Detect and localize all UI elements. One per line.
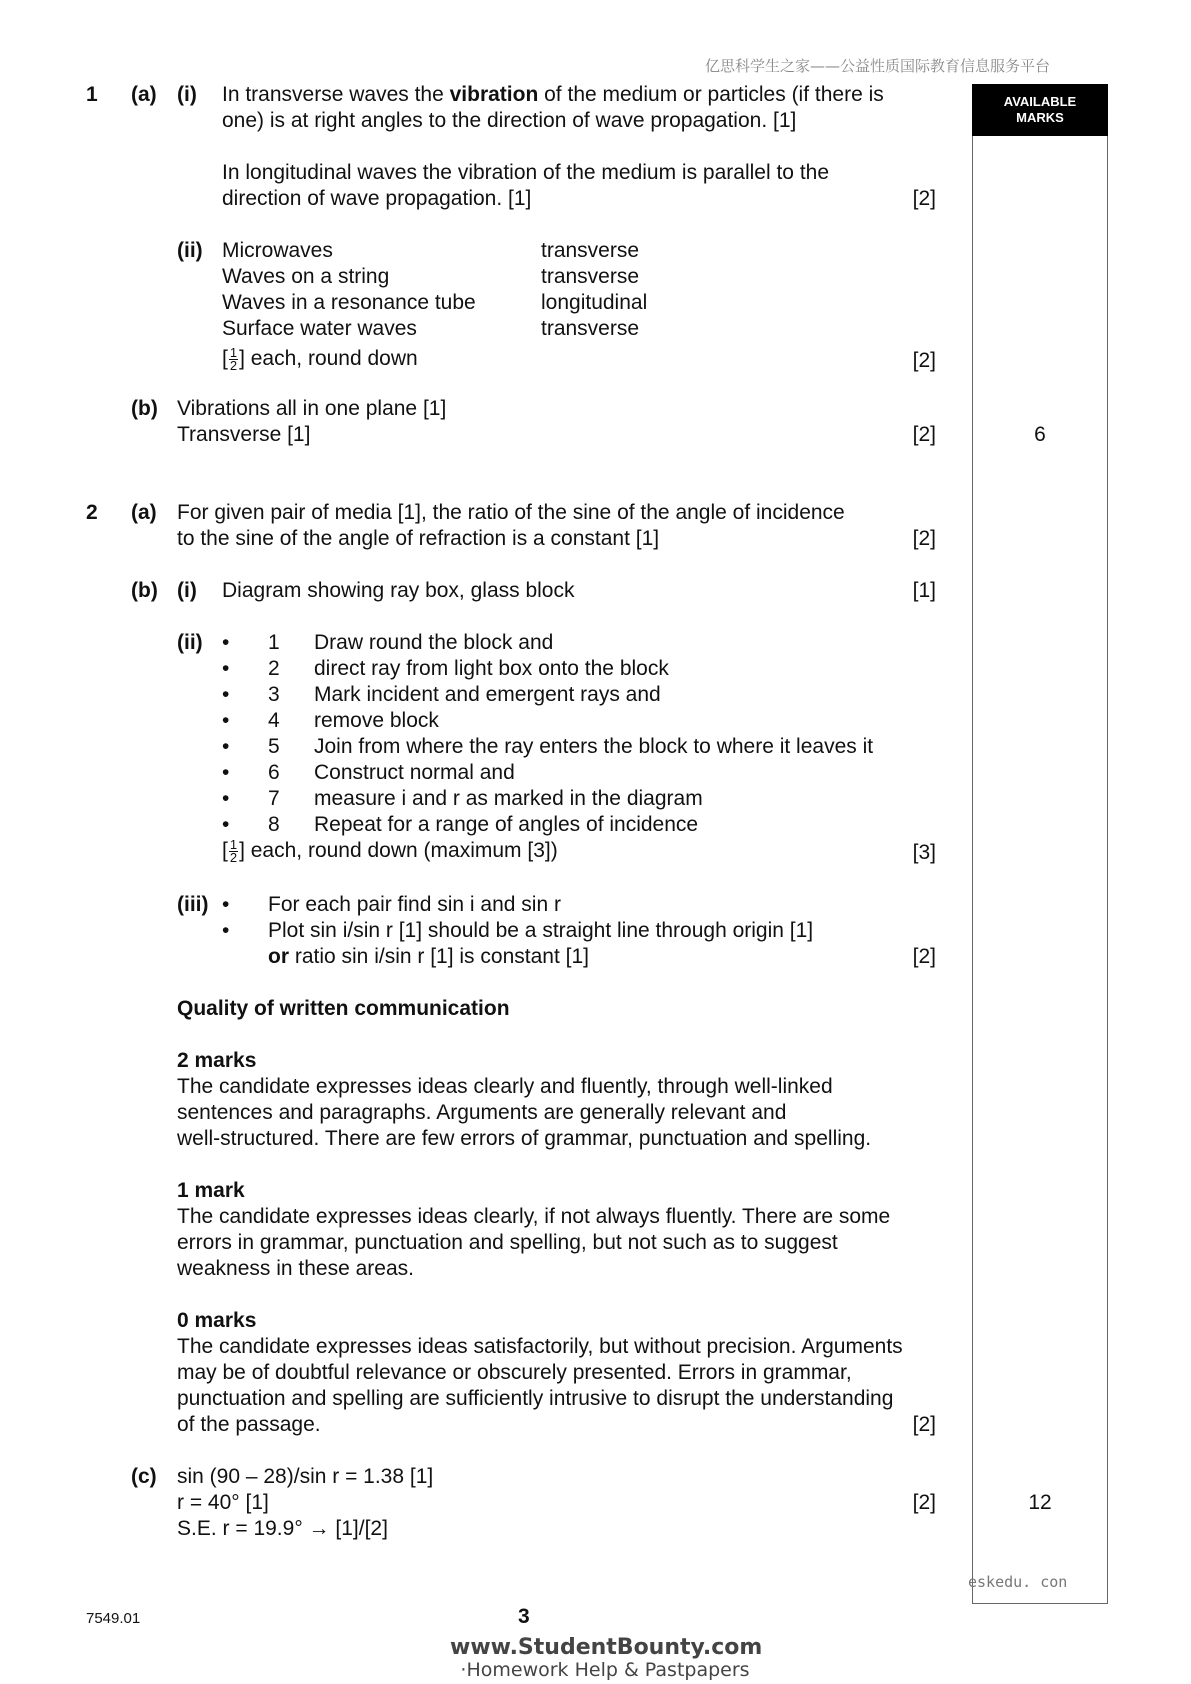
list-item: • 2 direct ray from light box onto the block (222, 657, 669, 680)
qwc-line: The candidate expresses ideas clearly, if not always fluently. There are some (177, 1205, 891, 1228)
qwc-line: weakness in these areas. (177, 1257, 414, 1280)
footer-watermark: eskedu. con (968, 1573, 1068, 1591)
wave-name: Waves on a string (222, 265, 390, 288)
marks-value: [2] (912, 349, 936, 372)
answer-line: In transverse waves the vibration of the medium or particles (if there is (222, 83, 884, 106)
list-item: • 3 Mark incident and emergent rays and (222, 683, 661, 706)
answer-line: direction of wave propagation. [1] (222, 187, 532, 210)
answer-line: or ratio sin i/sin r [1] is constant [1] (268, 945, 589, 968)
half-fraction: $\frac{1}{2}$ (229, 836, 238, 865)
marking-note: [ $\frac{1}{2}$ ] each, round down (maximum [3]) (222, 836, 558, 865)
question-number: 1 (86, 83, 98, 106)
answer-line: Transverse [1] (177, 423, 311, 446)
list-item: • 5 Join from where the ray enters the block to where it leaves it (222, 735, 874, 758)
part-label: (b) (131, 579, 158, 602)
answer-line: to the sine of the angle of refraction is a constant [1] (177, 527, 660, 550)
logo-tagline: ·Homework Help & Pastpapers (460, 1659, 750, 1681)
subpart-label: (ii) (177, 239, 203, 262)
list-item: • 7 measure i and r as marked in the diagram (222, 787, 703, 810)
wave-name: Microwaves (222, 239, 333, 262)
qwc-line: The candidate expresses ideas clearly and fluently, through well-linked (177, 1075, 833, 1098)
wave-type: transverse (541, 265, 640, 288)
qwc-line: errors in grammar, punctuation and spelling, but not such as to suggest (177, 1231, 838, 1254)
answer-line: Vibrations all in one plane [1] (177, 397, 447, 420)
available-marks-column (972, 84, 1108, 1604)
qwc-line: well-structured. There are few errors of grammar, punctuation and spelling. (177, 1127, 872, 1150)
available-marks-header (972, 84, 1108, 136)
answer-line: r = 40° [1] (177, 1491, 269, 1514)
marks-value: [2] (912, 945, 936, 968)
list-item: • Plot sin i/sin r [1] should be a straight line through origin [1] (222, 919, 814, 942)
answer-line: Diagram showing ray box, glass block (222, 579, 575, 602)
qwc-line: of the passage. (177, 1413, 321, 1436)
wave-name: Surface water waves (222, 317, 417, 340)
qwc-heading: 1 mark (177, 1179, 245, 1202)
logo-url: www.StudentBounty.com (450, 1635, 763, 1660)
marks-value: [1] (912, 579, 936, 602)
answer-line: For given pair of media [1], the ratio of the sine of the angle of incidence (177, 501, 845, 524)
marks-value: [2] (912, 1413, 936, 1436)
subpart-label: (ii) (177, 631, 203, 654)
marks-value: [3] (912, 841, 936, 864)
part-label: (a) (131, 501, 157, 524)
subpart-label: (i) (177, 83, 197, 106)
qwc-line: The candidate expresses ideas satisfactorily, but without precision. Arguments (177, 1335, 903, 1358)
qwc-title: Quality of written communication (177, 997, 510, 1020)
list-item: • 6 Construct normal and (222, 761, 515, 784)
answer-line: S.E. r = 19.9° → [1]/[2] (177, 1517, 388, 1540)
list-item: • 4 remove block (222, 709, 439, 732)
marks-value: [2] (912, 423, 936, 446)
marks-value: [2] (912, 187, 936, 210)
marking-note: [ $\frac{1}{2}$ ] each, round down (222, 344, 418, 373)
qwc-line: punctuation and spelling are sufficiently intrusive to disrupt the understanding (177, 1387, 894, 1410)
part-label: (b) (131, 397, 158, 420)
answer-line: sin (90 – 28)/sin r = 1.38 [1] (177, 1465, 434, 1488)
subpart-label: (iii) (177, 893, 209, 916)
answer-line: one) is at right angles to the direction of wave propagation. [1] (222, 109, 797, 132)
available-marks-value: 6 (1034, 423, 1046, 446)
marks-value: [2] (912, 527, 936, 550)
wave-name: Waves in a resonance tube (222, 291, 476, 314)
answer-line: In longitudinal waves the vibration of the medium is parallel to the (222, 161, 830, 184)
list-item: • For each pair find sin i and sin r (222, 893, 561, 916)
qwc-heading: 0 marks (177, 1309, 257, 1332)
available-marks-header-line1: AVAILABLE (1003, 94, 1077, 109)
subpart-label: (i) (177, 579, 197, 602)
available-marks-header-line2: MARKS (1016, 110, 1064, 125)
header-watermark: 亿思科学生之家——公益性质国际教育信息服务平台 (704, 57, 1050, 75)
question-number: 2 (86, 501, 98, 524)
wave-type: longitudinal (541, 291, 648, 314)
qwc-line: may be of doubtful relevance or obscurely presented. Errors in grammar, (177, 1361, 852, 1384)
marks-value: [2] (912, 1491, 936, 1514)
document-code: 7549.01 (86, 1610, 141, 1627)
bold-term: vibration (449, 83, 539, 106)
qwc-line: sentences and paragraphs. Arguments are generally relevant and (177, 1101, 787, 1124)
wave-type: transverse (541, 239, 640, 262)
wave-type: transverse (541, 317, 640, 340)
studentbounty-logo[interactable] (450, 1635, 763, 1681)
qwc-heading: 2 marks (177, 1049, 257, 1072)
half-fraction: $\frac{1}{2}$ (229, 344, 238, 373)
list-item: • 8 Repeat for a range of angles of incidence (222, 813, 699, 836)
list-item: • 1 Draw round the block and (222, 631, 554, 654)
part-label: (a) (131, 83, 157, 106)
part-label: (c) (131, 1465, 157, 1488)
page-number: 3 (518, 1605, 530, 1628)
available-marks-value: 12 (1028, 1491, 1052, 1514)
